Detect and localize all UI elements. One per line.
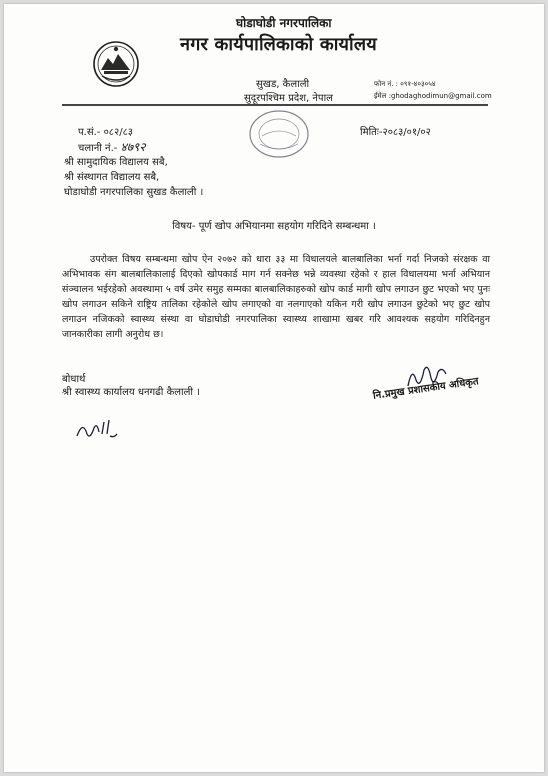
body-paragraph: उपरोक्त विषय सम्बन्धमा खोप ऐन २०७२ को धारा ३३ मा विधालयले बालबालिका भर्ना गर्दा निजको संरक्षक वा अभिभावक संग बालबालिकालाई दिएको खोपकार्ड माग गर्न सक्नेछ भन्ने व्यवस्था रहेको र हाल विधालयमा भर्ना अभियान संञ्चालन भईरहेको अवस्थामा ५ वर्ष उमेर समुह सम्मका बालबालिकाहरुको खोप कार्ड मागी खोप लगाउन छुट भएको भए पुनः खोप लगाउन सकिने राष्ट्रिय तालिका रहेकोले खोप लगाएको वा नलगाएको यकिन गरी खोप लगाउन छुटेको भए छुट खोप लगाउन नजिकको स्वास्थ्य संस्था वा घोडाघोडी नगरपालिका स्वास्थ्य शाखामा खबर गरि आवश्यक सहयोग गरिदिनहुन जानकारीका लागी अनुरोध छ।	[62, 254, 490, 340]
addressee-line: श्री सामुदायिक विद्यालय सबै,	[64, 157, 168, 168]
dispatch-value: ४७९२	[120, 140, 146, 154]
office-stamp	[248, 108, 310, 160]
nepal-emblem-logo	[92, 40, 140, 88]
handwritten-initials	[74, 416, 118, 442]
contact-phone: फोन नं. : ०९१-४०३०५४	[374, 80, 436, 88]
office-title: नगर कार्यपालिकाको कार्यालय	[180, 34, 377, 55]
letter-date: मितिः-२०८३/०१/०२	[360, 127, 431, 138]
ps-label: प.सं.-	[78, 127, 101, 138]
contact-email: ईमेल :ghodaghodimun@gmail.com	[374, 92, 492, 100]
ps-value: ०८२/८३	[103, 127, 133, 138]
signatory-title: नि.प्रमुख प्रशासकीय अधिकृत	[372, 376, 480, 402]
header-divider	[62, 104, 488, 106]
reference-number	[78, 124, 133, 138]
cc-label: बोधार्थ	[62, 374, 86, 385]
addressee-line: घोडाघोडी नगरपालिका सुखड कैलाली ।	[64, 187, 204, 198]
dispatch-number	[78, 138, 146, 155]
addressee-line: श्री संस्थागत विद्यालय सबै,	[64, 172, 160, 183]
municipality-name: घोडाघोडी नगरपालिका	[236, 16, 332, 30]
office-address: सुदूरपश्चिम प्रदेश, नेपाल	[244, 93, 333, 104]
subject-line: विषय- पूर्ण खोप अभियानमा सहयोग गरिदिने सम्बन्धमा ।	[172, 221, 376, 232]
cc-recipient: श्री स्वास्थ्य कार्यालय धनगढी कैलाली ।	[62, 387, 200, 398]
letter-page	[4, 4, 544, 772]
office-place: सुखड, कैलाली	[256, 79, 310, 90]
letter-body	[62, 252, 490, 342]
dispatch-label: चलानी नं.-	[78, 143, 118, 154]
